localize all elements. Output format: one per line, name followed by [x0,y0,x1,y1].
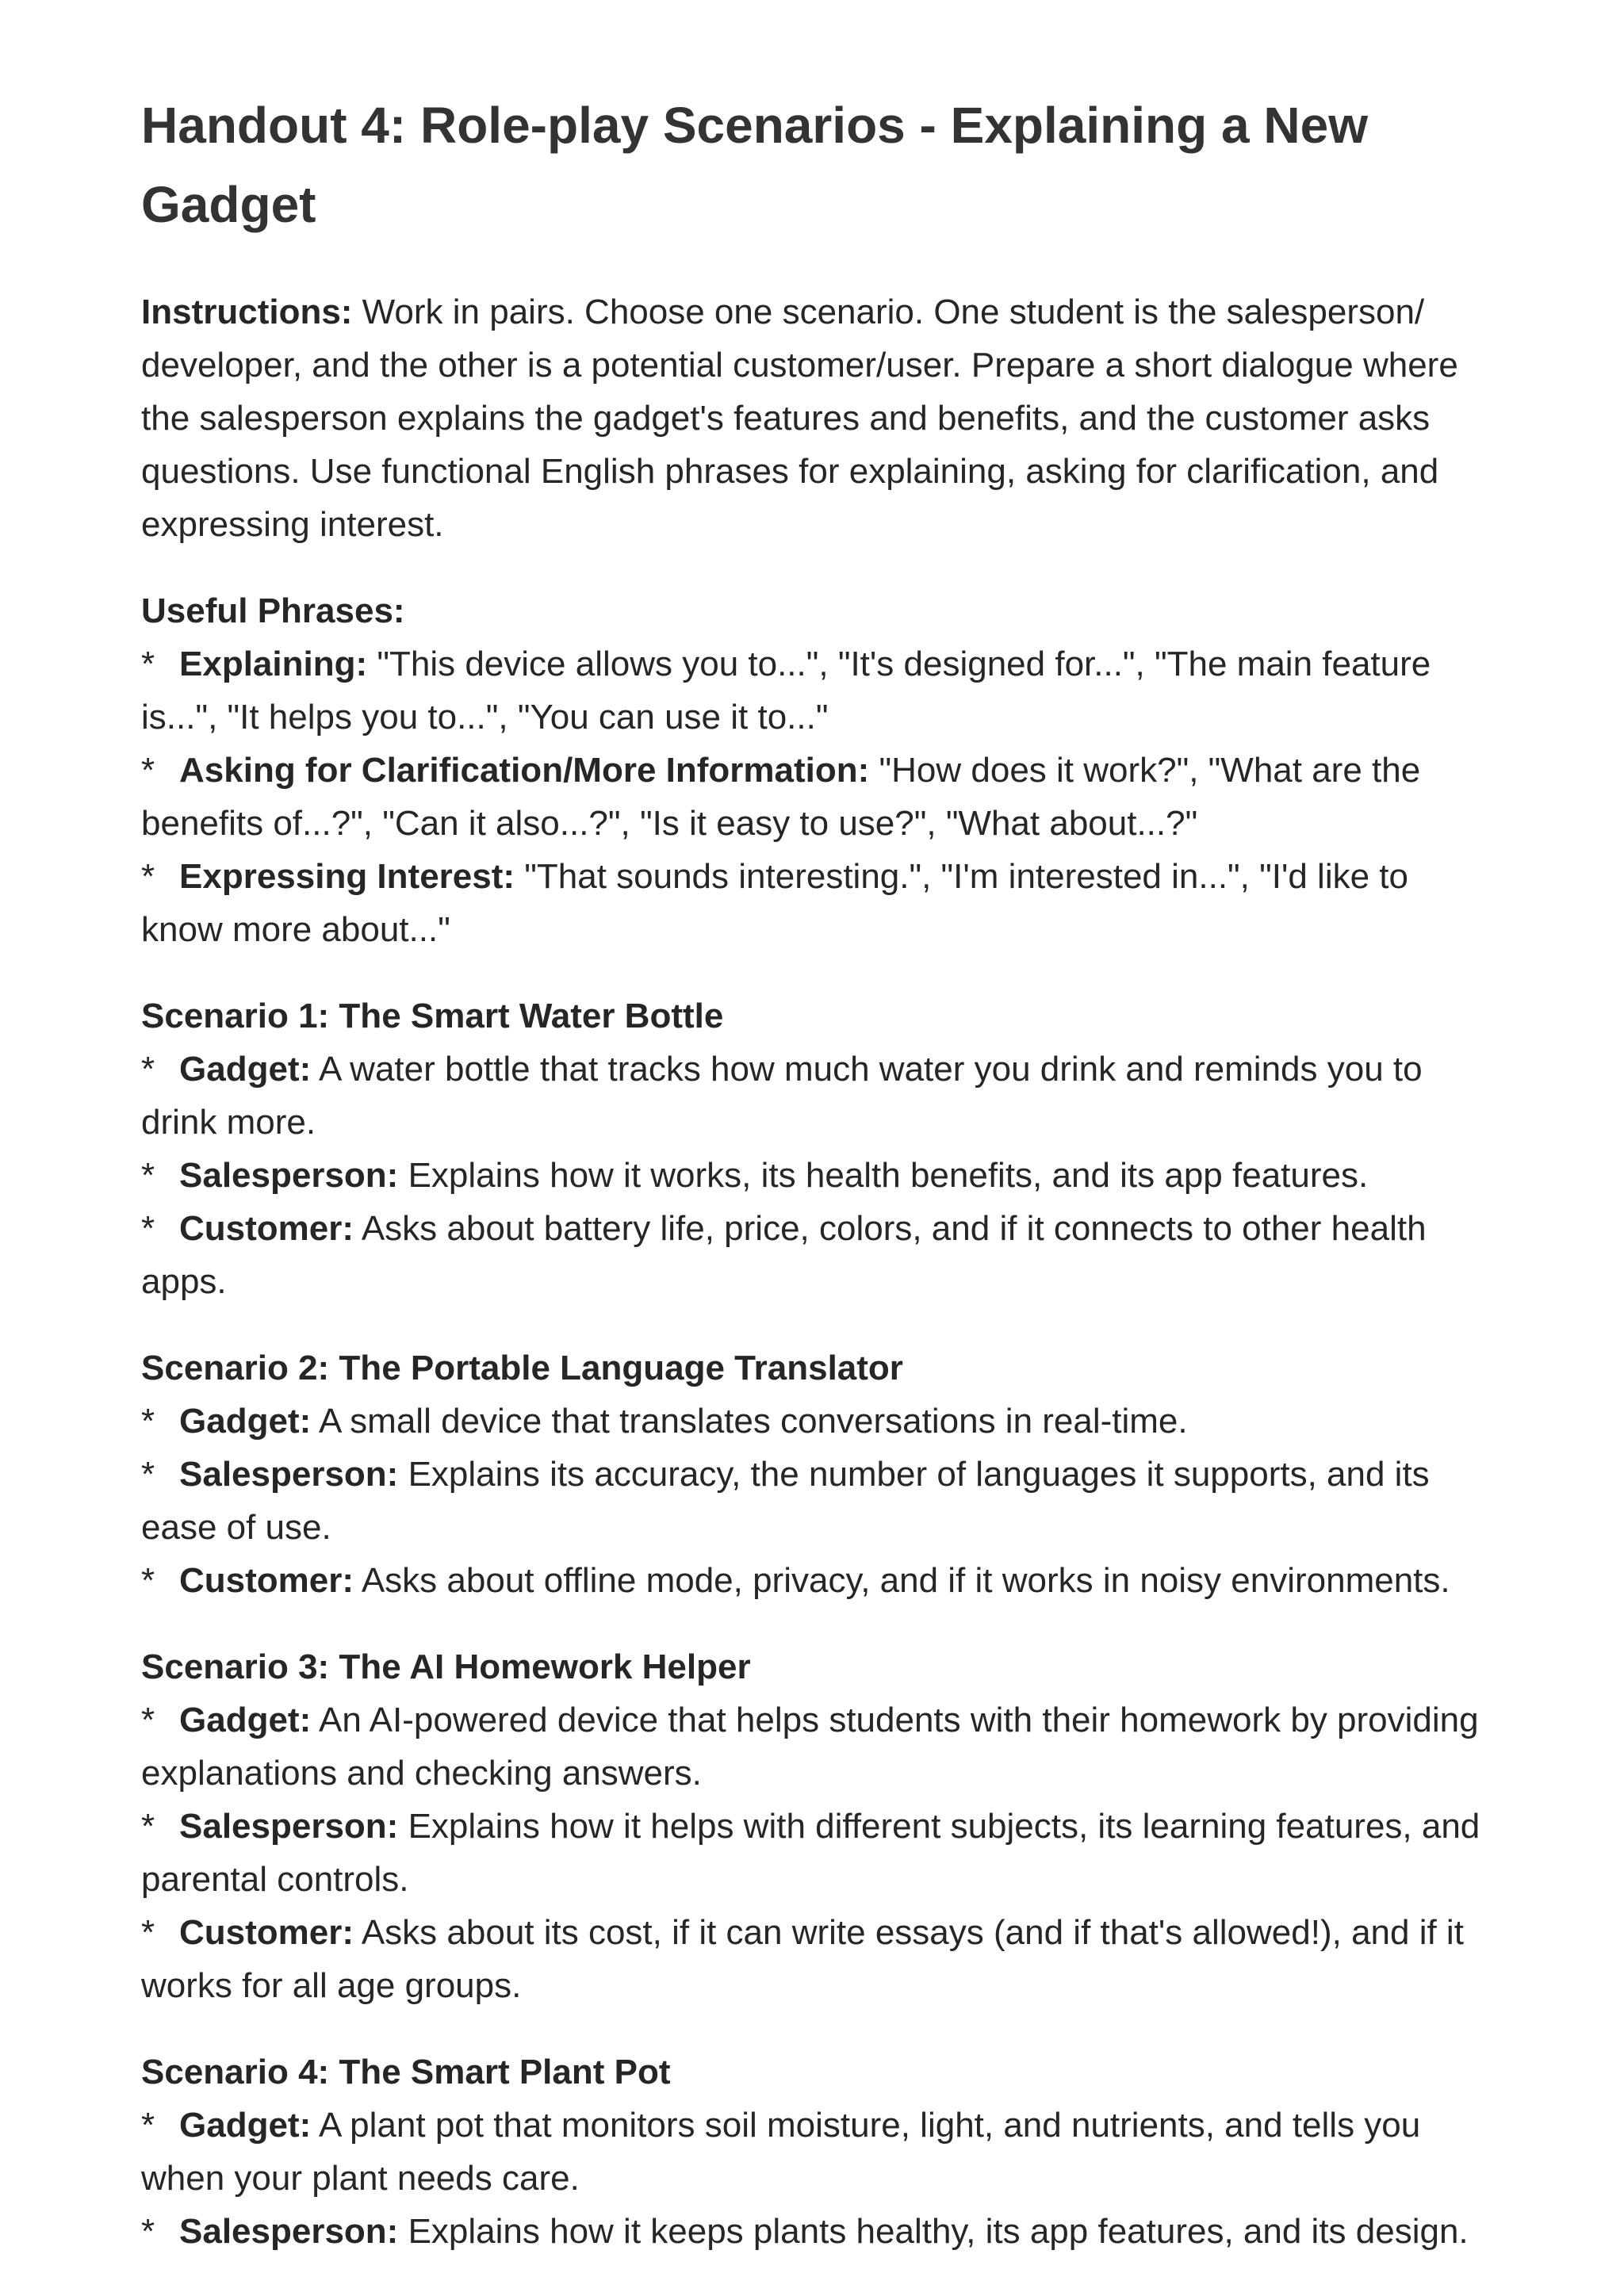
bullet: * [141,1050,155,1089]
scenario-3-section [141,1640,1489,2012]
scenario-item-customer [141,1906,1489,2012]
item-text: Explains how it keeps plants healthy, its app features, and its design. [398,2212,1469,2251]
scenario-heading: Scenario 4: The Smart Plant Pot [141,2053,671,2091]
bullet: * [141,1209,155,1248]
bullet: * [141,1402,155,1441]
scenario-item-salesperson [141,1149,1489,1202]
scenario-item-gadget [141,2099,1489,2205]
item-text: "This device allows you to...", "It's designed for...", "The main feature is...", "It helps you to...", "You can use it to..." [141,645,1431,737]
item-label: Salesperson: [179,1156,399,1195]
phrase-item-interest [141,850,1489,956]
phrase-item-explaining [141,637,1489,744]
item-text: "How does it work?", "What are the benefits of...?", "Can it also...?", "Is it easy to use?", "What about...?" [141,751,1421,843]
item-text: Explains how it helps with different subjects, its learning features, and parental controls. [141,1807,1480,1899]
item-label: Gadget: [179,1402,312,1441]
scenario-1-section [141,989,1489,1308]
item-label: Asking for Clarification/More Information: [179,751,870,790]
item-label: Gadget: [179,1050,312,1089]
phrase-item-clarification [141,744,1489,850]
item-text: A water bottle that tracks how much water you drink and reminds you to drink more. [141,1050,1423,1142]
scenario-item-gadget [141,1395,1489,1448]
bullet: * [141,751,155,790]
scenario-item-customer [141,1202,1489,1308]
scenario-heading: Scenario 3: The AI Homework Helper [141,1647,751,1686]
instructions-label: Instructions: [141,293,353,331]
bullet: * [141,857,155,896]
item-label: Customer: [179,1209,354,1248]
scenario-heading: Scenario 2: The Portable Language Translator [141,1349,903,1387]
bullet: * [141,1561,155,1600]
item-text: Asks about offline mode, privacy, and if it works in noisy environments. [354,1561,1450,1600]
item-text: Asks about battery life, price, colors, and if it connects to other health apps. [141,1209,1427,1301]
bullet: * [141,1913,155,1952]
item-label: Customer: [179,1561,354,1600]
scenario-item-gadget [141,1043,1489,1149]
scenario-item-salesperson [141,2205,1489,2258]
bullet: * [141,1455,155,1494]
bullet: * [141,2106,155,2145]
item-label: Gadget: [179,2106,312,2145]
handout-page [141,86,1489,2291]
bullet: * [141,645,155,683]
item-text: Explains how it works, its health benefits, and its app features. [398,1156,1369,1195]
instructions-paragraph [141,285,1489,551]
item-label: Customer: [179,1913,354,1952]
bullet: * [141,1807,155,1846]
scenario-2-section [141,1341,1489,1607]
item-text: Explains its accuracy, the number of languages it supports, and its ease of use. [141,1455,1430,1547]
scenario-item-salesperson [141,1448,1489,1554]
useful-phrases-section [141,584,1489,956]
instructions-text: Work in pairs. Choose one scenario. One student is the salesperson/ developer, and the other is a potential customer/user. Prepare a short dialogue where the salesperson explains the gadget's features and benefits, and the customer asks questions. Use functional English phrases for explaining, asking for clarification, and expressing interest. [141,293,1458,544]
item-label: Expressing Interest: [179,857,515,896]
page-title: Handout 4: Role-play Scenarios - Explaining a New Gadget [141,97,1368,233]
useful-phrases-heading: Useful Phrases: [141,591,405,630]
bullet: * [141,1156,155,1195]
item-text: "That sounds interesting.", "I'm interested in...", "I'd like to know more about..." [141,857,1408,949]
item-text: An AI-powered device that helps students with their homework by providing explanations and checking answers. [141,1701,1479,1793]
item-text: A small device that translates conversations in real-time. [311,1402,1188,1441]
item-label: Salesperson: [179,2212,399,2251]
item-label: Explaining: [179,645,368,683]
bullet: * [141,2212,155,2251]
item-label: Salesperson: [179,1455,399,1494]
scenario-item-customer [141,1554,1489,1607]
item-text: A plant pot that monitors soil moisture, light, and nutrients, and tells you when your plant needs care. [141,2106,1421,2198]
item-label: Salesperson: [179,1807,399,1846]
item-text: Asks about its cost, if it can write essays (and if that's allowed!), and if it works for all age groups. [141,1913,1464,2005]
item-label: Gadget: [179,1701,312,1739]
scenario-4-section [141,2045,1489,2258]
scenario-item-gadget [141,1693,1489,1800]
scenario-heading: Scenario 1: The Smart Water Bottle [141,997,724,1035]
bullet: * [141,1701,155,1739]
scenario-item-salesperson [141,1800,1489,1906]
